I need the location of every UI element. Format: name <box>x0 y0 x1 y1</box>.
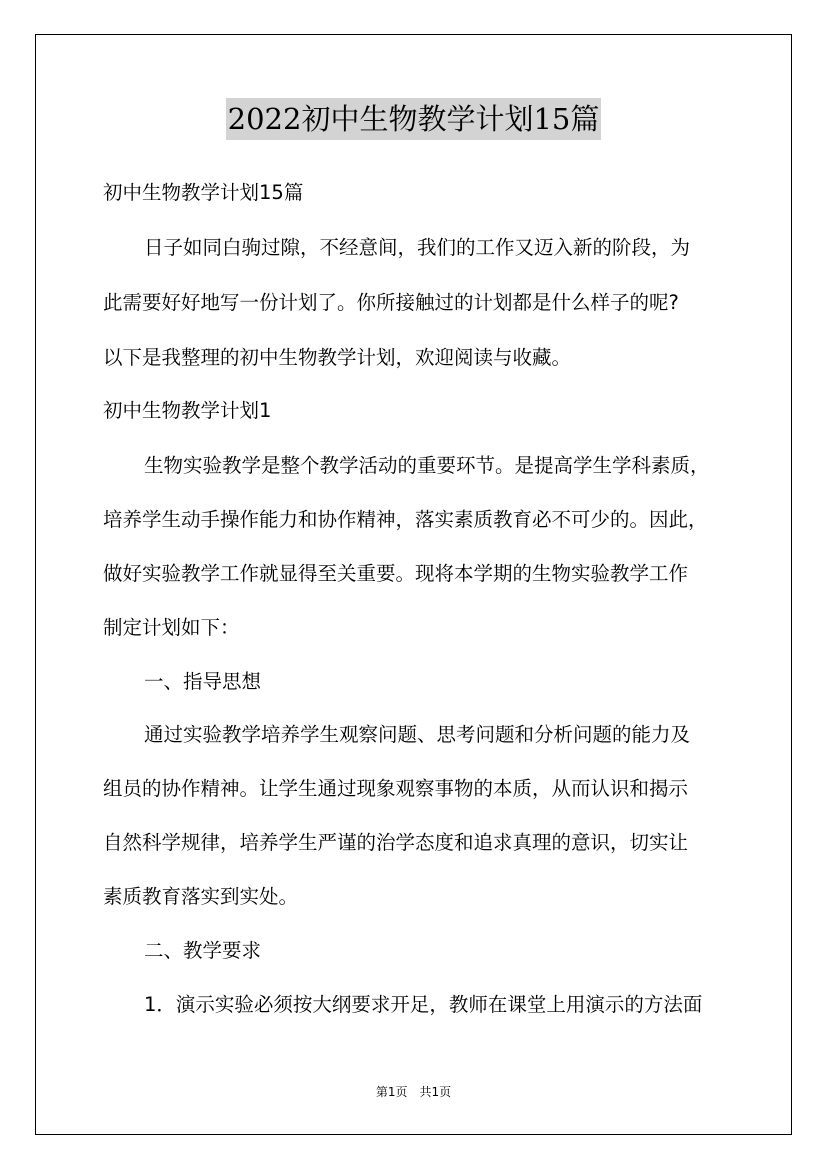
para1-line-3: 做好实验教学工作就显得至关重要。现将本学期的生物实验教学工作 <box>103 562 689 585</box>
heading-teaching-requirements: 二、教学要求 <box>144 939 262 962</box>
subtitle: 初中生物教学计划15篇 <box>103 181 304 204</box>
page-number: 第1页 共1页 <box>375 1085 452 1099</box>
item-1: 1．演示实验必须按大纲要求开足，教师在课堂上用演示的方法面 <box>144 993 703 1016</box>
para1-line-4: 制定计划如下： <box>103 616 240 639</box>
para1-line-1: 生物实验教学是整个教学活动的重要环节。是提高学生学科素质， <box>144 454 710 477</box>
intro-line-1: 日子如同白驹过隙，不经意间，我们的工作又迈入新的阶段，为 <box>144 236 691 259</box>
para1-line-2: 培养学生动手操作能力和协作精神，落实素质教育必不可少的。因此， <box>103 508 708 531</box>
heading-guiding-idea: 一、指导思想 <box>144 670 262 693</box>
title-container <box>0 98 827 140</box>
document-title: 2022初中生物教学计划15篇 <box>226 98 602 140</box>
para2-line-4: 素质教育落实到实处。 <box>103 885 299 908</box>
intro-line-3: 以下是我整理的初中生物教学计划，欢迎阅读与收藏。 <box>103 346 572 369</box>
section-heading: 初中生物教学计划1 <box>103 399 272 422</box>
para2-line-3: 自然科学规律，培养学生严谨的治学态度和追求真理的意识，切实让 <box>103 831 689 854</box>
intro-line-2: 此需要好好地写一份计划了。你所接触过的计划都是什么样子的呢? <box>103 291 679 314</box>
para2-line-2: 组员的协作精神。让学生通过现象观察事物的本质，从而认识和揭示 <box>103 777 689 800</box>
para2-line-1: 通过实验教学培养学生观察问题、思考问题和分析问题的能力及 <box>144 723 691 746</box>
